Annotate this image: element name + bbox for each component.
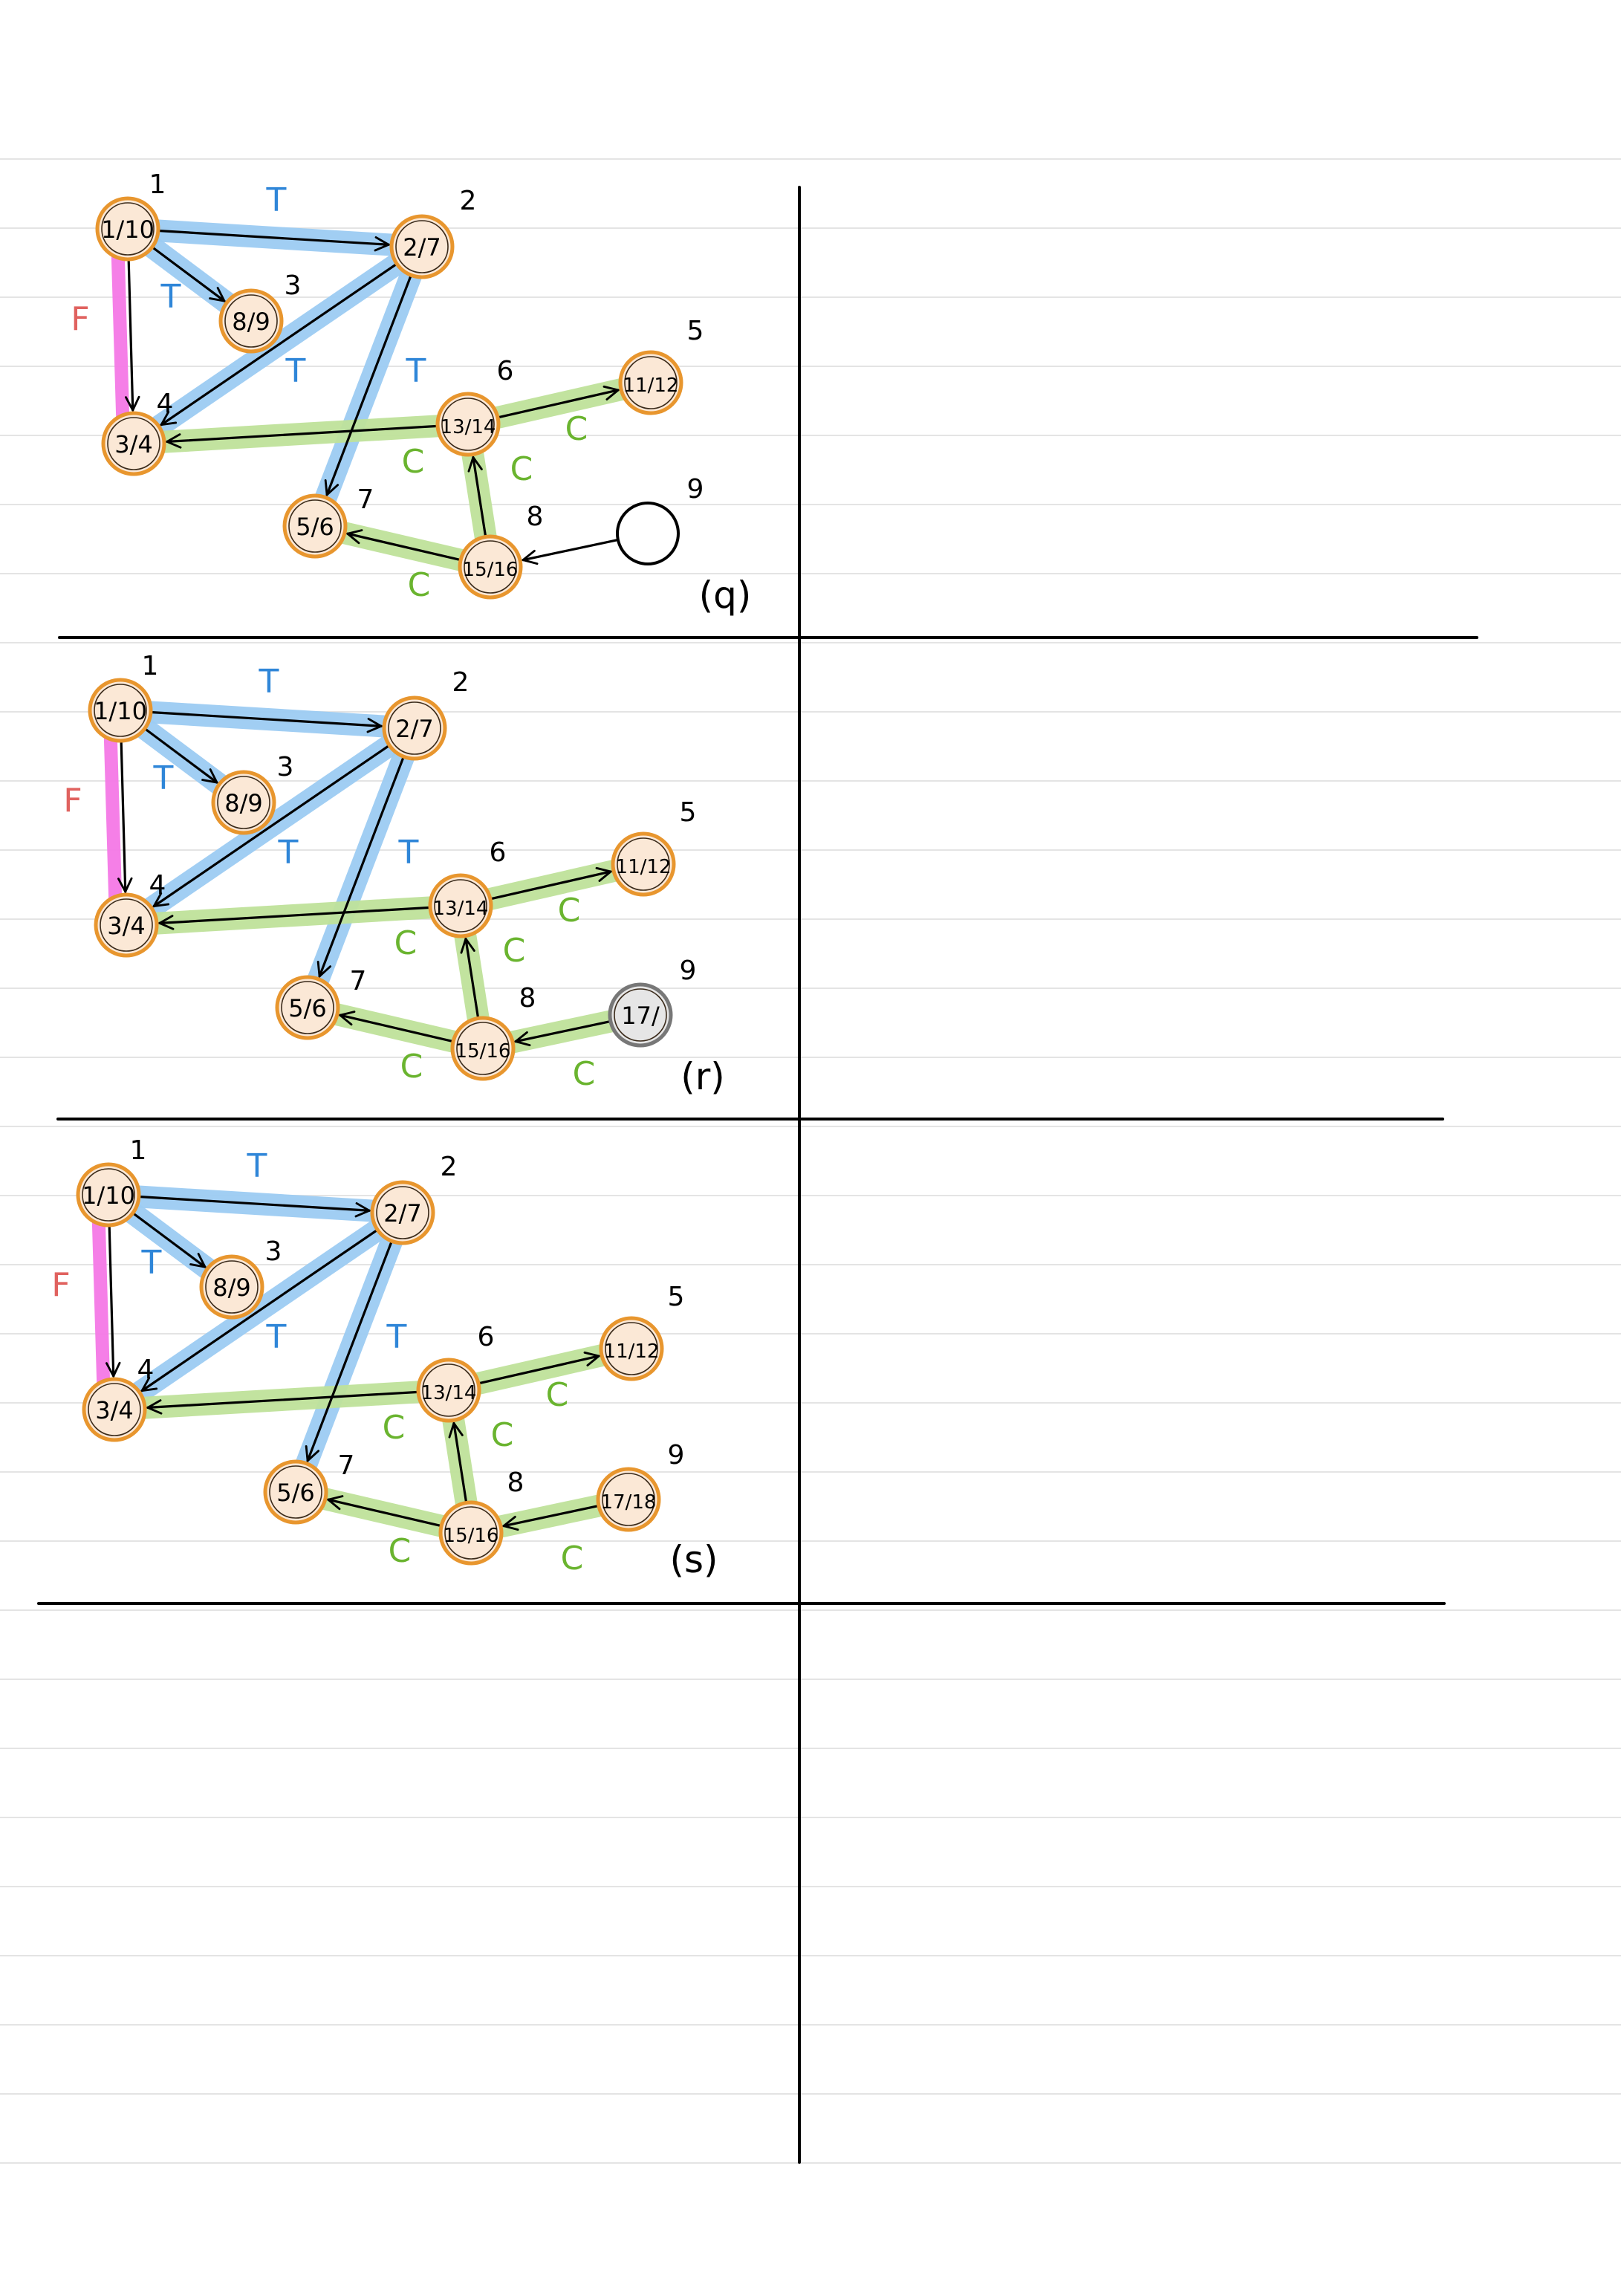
- node-discovery-finish-time: 13/14: [420, 1382, 477, 1404]
- edge-type-label: F: [71, 300, 90, 338]
- graph-node-9: [598, 1440, 684, 1530]
- node-number: 1: [141, 651, 159, 681]
- node-discovery-finish-time: 11/12: [623, 374, 679, 397]
- node-discovery-finish-time: 3/4: [114, 430, 153, 458]
- edge-type-label: T: [266, 1318, 287, 1356]
- node-discovery-finish-time: 11/12: [603, 1340, 660, 1363]
- edge-highlight-1-4: [117, 235, 123, 438]
- graph-node-9: [617, 474, 704, 564]
- node-discovery-finish-time: 15/16: [443, 1525, 499, 1547]
- graph-node-5: [620, 316, 704, 413]
- node-discovery-finish-time: 2/7: [403, 233, 441, 262]
- edge-type-label: C: [490, 1416, 514, 1454]
- node-discovery-finish-time: 5/6: [288, 994, 327, 1022]
- node-circle: [617, 503, 678, 564]
- node-discovery-finish-time: 5/6: [276, 1479, 315, 1507]
- dfs-panel-1: [71, 169, 751, 617]
- node-number: 7: [357, 484, 374, 515]
- node-number: 3: [284, 270, 302, 301]
- node-number: 9: [667, 1440, 685, 1470]
- node-discovery-finish-time: 15/16: [462, 559, 519, 581]
- edge-type-label: T: [153, 759, 174, 797]
- node-discovery-finish-time: 1/10: [82, 1181, 135, 1210]
- node-discovery-finish-time: 3/4: [107, 912, 146, 940]
- node-number: 9: [679, 956, 697, 986]
- edge-type-label: C: [557, 892, 581, 930]
- node-number: 4: [137, 1355, 155, 1385]
- edge-type-label: C: [400, 1048, 423, 1086]
- edge-type-label: F: [63, 782, 82, 820]
- graph-node-4: [103, 389, 173, 474]
- edge-type-label: T: [141, 1244, 162, 1282]
- edge-type-label: T: [278, 834, 299, 872]
- node-number: 4: [156, 389, 174, 419]
- graph-node-2: [372, 1152, 457, 1243]
- edge-type-label: T: [266, 181, 287, 219]
- edge-highlight-1-4: [98, 1201, 104, 1404]
- node-discovery-finish-time: 17/: [621, 1002, 660, 1030]
- edge-type-label: C: [545, 1376, 569, 1414]
- node-number: 8: [519, 983, 536, 1014]
- node-number: 3: [276, 752, 294, 782]
- graph-node-2: [384, 667, 469, 759]
- node-number: 1: [149, 169, 166, 200]
- edge-type-label: T: [259, 663, 279, 701]
- node-discovery-finish-time: 8/9: [212, 1274, 251, 1302]
- edge-type-label: T: [247, 1147, 267, 1185]
- edge-arrow-1-4: [129, 261, 133, 410]
- node-number: 7: [349, 966, 367, 996]
- node-discovery-finish-time: 8/9: [232, 308, 270, 336]
- edge-type-label: C: [502, 932, 526, 970]
- graph-node-5: [601, 1282, 684, 1379]
- dfs-panel-3: [51, 1135, 718, 1581]
- edge-type-label: C: [565, 410, 588, 448]
- edge-type-label: C: [510, 450, 533, 488]
- node-number: 5: [667, 1282, 685, 1312]
- edge-type-label: C: [382, 1409, 406, 1447]
- node-discovery-finish-time: 13/14: [432, 898, 489, 920]
- node-discovery-finish-time: 2/7: [395, 715, 434, 743]
- node-number: 5: [679, 797, 697, 828]
- edge-type-label: C: [407, 566, 431, 604]
- ruled-lines: [0, 159, 1621, 2163]
- node-discovery-finish-time: 11/12: [615, 856, 672, 878]
- graph-node-2: [392, 186, 476, 277]
- node-number: 8: [507, 1468, 524, 1498]
- node-discovery-finish-time: 1/10: [101, 215, 155, 244]
- edge-arrow-1-4: [121, 742, 126, 892]
- diagram-panels: [51, 169, 751, 1581]
- edge-type-label: C: [560, 1540, 584, 1577]
- node-number: 1: [129, 1135, 147, 1166]
- node-discovery-finish-time: 8/9: [224, 789, 263, 817]
- edge-type-label: T: [406, 352, 426, 390]
- graph-node-4: [96, 870, 166, 956]
- edge-type-label: T: [398, 834, 419, 872]
- node-number: 2: [440, 1152, 458, 1182]
- panel-label: (s): [669, 1538, 718, 1581]
- edge-type-label: C: [572, 1055, 596, 1093]
- panel-label: (q): [698, 574, 752, 617]
- node-number: 2: [459, 186, 477, 216]
- edge-type-label: C: [388, 1532, 412, 1570]
- node-number: 9: [686, 474, 704, 505]
- node-number: 6: [477, 1322, 495, 1352]
- node-discovery-finish-time: 17/18: [600, 1491, 657, 1514]
- node-number: 6: [489, 837, 507, 868]
- node-discovery-finish-time: 1/10: [94, 697, 147, 725]
- node-number: 2: [452, 667, 470, 698]
- dfs-panel-2: [63, 651, 724, 1098]
- edge-type-label: T: [160, 278, 181, 316]
- edge-type-label: T: [285, 352, 306, 390]
- edge-type-label: C: [401, 443, 425, 481]
- graph-node-4: [84, 1355, 154, 1440]
- edge-type-label: C: [394, 924, 418, 962]
- edge-highlight-1-4: [110, 716, 116, 919]
- edge-arrow-1-4: [109, 1227, 114, 1376]
- node-discovery-finish-time: 5/6: [296, 513, 334, 541]
- panel-label: (r): [680, 1055, 725, 1098]
- graph-node-9: [610, 956, 696, 1045]
- node-discovery-finish-time: 3/4: [95, 1396, 134, 1424]
- node-discovery-finish-time: 15/16: [455, 1040, 511, 1063]
- node-number: 3: [264, 1236, 282, 1267]
- edge-type-label: T: [386, 1318, 407, 1356]
- edge-arrow-9-8: [523, 540, 617, 560]
- edge-type-label: F: [51, 1266, 71, 1304]
- node-number: 6: [496, 356, 514, 386]
- node-discovery-finish-time: 2/7: [383, 1199, 422, 1228]
- node-number: 5: [686, 316, 704, 346]
- node-number: 4: [149, 870, 166, 901]
- node-number: 8: [526, 502, 544, 532]
- graph-node-5: [613, 797, 696, 895]
- node-discovery-finish-time: 13/14: [440, 416, 496, 438]
- node-number: 7: [337, 1450, 355, 1481]
